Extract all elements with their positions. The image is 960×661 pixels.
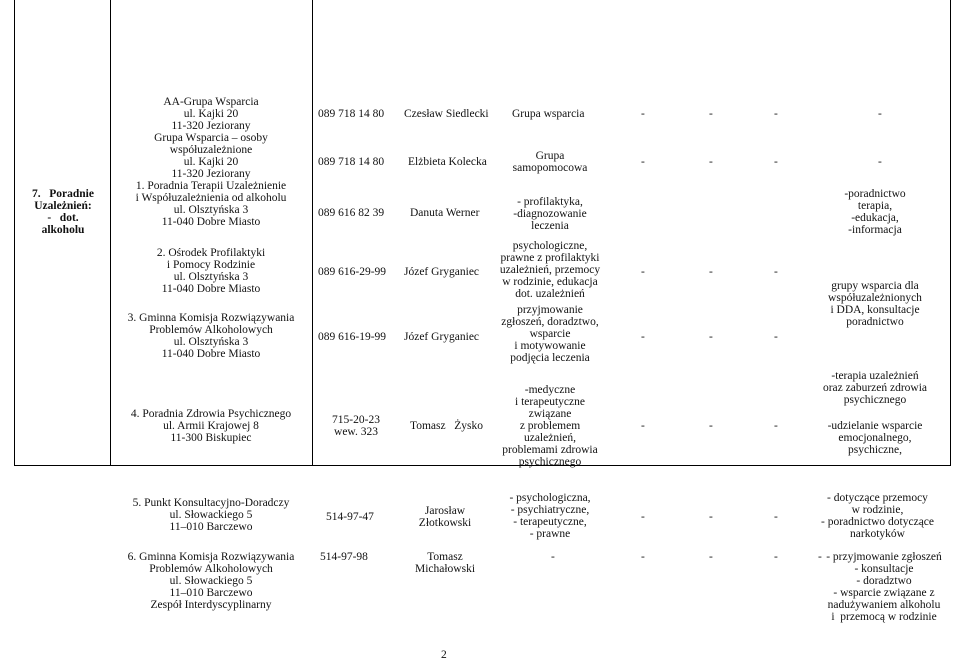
- institution-3: [110, 312, 312, 360]
- support-form-line: uzależnień, przemocy: [499, 264, 601, 276]
- phone-number: 514-97-98: [320, 551, 368, 563]
- institution-line: współuzależnione: [169, 144, 253, 156]
- contact-person: Elżbieta Kolecka: [408, 156, 487, 168]
- dash: -: [641, 156, 645, 168]
- table-bottom-border: [14, 465, 951, 466]
- table-divider-2: [312, 0, 313, 465]
- dash: -: [709, 511, 713, 523]
- contact-person: Józef Gryganiec: [404, 266, 480, 278]
- institution-line: ul. Armii Krajowej 8: [163, 420, 259, 432]
- support-form-line: z problemem: [519, 420, 581, 432]
- row7-label: [16, 188, 110, 236]
- phone-number: 514-97-47: [326, 511, 374, 523]
- row7-label-line: Uzależnień:: [34, 200, 92, 212]
- dash: -: [878, 156, 882, 168]
- dash: -: [709, 420, 713, 432]
- institution-aa-group: [110, 96, 312, 180]
- services-line: nadużywaniem alkoholu: [827, 599, 941, 611]
- phone-number: 089 718 14 80: [318, 108, 385, 120]
- institution-line: ul. Kajki 20: [183, 108, 239, 120]
- services-block-3: [800, 370, 950, 406]
- institution-line: AA-Grupa Wsparcia: [163, 96, 259, 108]
- dash: -: [641, 331, 645, 343]
- support-form-line: i motywowanie: [514, 340, 586, 352]
- support-form-line: leczenia: [531, 220, 569, 232]
- services-line: i przemocą w rodzinie: [831, 611, 937, 623]
- dash: -: [641, 108, 645, 120]
- institution-line: Problemów Alkoholowych: [149, 324, 273, 336]
- support-form-line: uzależnień,: [523, 432, 577, 444]
- dash: -: [709, 108, 713, 120]
- support-form-line: psychicznego: [518, 456, 582, 468]
- dash: -: [709, 266, 713, 278]
- services-line: -udzielanie wsparcie: [827, 420, 923, 432]
- dash: -: [709, 331, 713, 343]
- support-form-line: zgłoszeń, doradztwo,: [501, 316, 599, 328]
- row7-label-line: alkoholu: [41, 224, 85, 236]
- phone-number-line: wew. 323: [334, 426, 378, 438]
- institution-line: 11-320 Jeziorany: [171, 168, 251, 180]
- support-form-line: samopomocowa: [512, 162, 588, 174]
- contact-person-line: Tomasz: [427, 551, 463, 563]
- support-form-line: i terapeutyczne: [515, 396, 585, 408]
- dash: -: [774, 331, 778, 343]
- phone-number: 089 616 82 39: [318, 207, 385, 219]
- contact-person-line: Michałowski: [414, 563, 476, 575]
- institution-2: [110, 247, 312, 295]
- support-form-line: wsparcie: [529, 328, 571, 340]
- institution-line: i Pomocy Rodzinie: [166, 259, 256, 271]
- institution-line: 11–010 Barczewo: [169, 587, 253, 599]
- support-form-line: -medyczne: [524, 384, 576, 396]
- support-form-line: - profilaktyka,: [517, 196, 583, 208]
- services-line: - dotyczące przemocy: [827, 492, 928, 504]
- support-form-line: dot. uzależnień: [515, 288, 585, 300]
- services-line: - konsultacje: [854, 563, 914, 575]
- services-line: w rodzinie,: [851, 504, 904, 516]
- services-block-4: [800, 420, 950, 456]
- dash: -: [551, 551, 555, 563]
- dash: -: [641, 551, 645, 563]
- dash: -: [641, 266, 645, 278]
- services-line: narkotyków: [850, 528, 905, 540]
- support-form-line: - prawne: [529, 528, 571, 540]
- institution-6: [110, 551, 312, 611]
- support-form: [490, 492, 610, 540]
- institution-5: [110, 497, 312, 533]
- institution-4: [110, 408, 312, 444]
- services-line: - wsparcie związane z: [833, 587, 935, 599]
- institution-line: ul. Słowackiego 5: [169, 509, 253, 521]
- table-divider-right: [950, 0, 951, 465]
- dash: -: [709, 156, 713, 168]
- dash: -: [878, 108, 882, 120]
- support-form: Grupa wsparcia: [512, 108, 585, 120]
- contact-person: Tomasz Żysko: [410, 420, 483, 432]
- support-form-line: - psychiatryczne,: [510, 504, 590, 516]
- services-block-5: [805, 492, 950, 540]
- table-border-left: [14, 0, 15, 465]
- support-form: [485, 304, 615, 364]
- services-line: psychicznego: [843, 394, 907, 406]
- support-form-line: - terapeutyczne,: [513, 516, 587, 528]
- services-line: -edukacja,: [851, 212, 899, 224]
- phone-number: 089 718 14 80: [318, 156, 385, 168]
- institution-line: 11-300 Biskupiec: [170, 432, 252, 444]
- dash: -: [774, 551, 778, 563]
- services-block-6: [818, 551, 950, 623]
- institution-line: 11–010 Barczewo: [169, 521, 253, 533]
- services-block-1: [800, 188, 950, 236]
- institution-line: 11-040 Dobre Miasto: [161, 216, 261, 228]
- contact-person: Czesław Siedlecki: [404, 108, 489, 120]
- institution-line: i Współuzależnienia od alkoholu: [135, 192, 287, 204]
- support-form-line: związane: [528, 408, 572, 420]
- institution-line: 3. Gminna Komisja Rozwiązywania: [127, 312, 295, 324]
- services-line: współuzależnionych: [828, 292, 922, 304]
- support-form: [500, 150, 600, 174]
- contact-person-line: Złotkowski: [418, 517, 472, 529]
- table-divider-1: [110, 0, 111, 465]
- services-line: - przyjmowanie zgłoszeń: [826, 551, 942, 563]
- services-line: -terapia uzależnień: [831, 370, 919, 382]
- support-form-line: w rodzinie, edukacja: [502, 276, 598, 288]
- phone-number: 089 616-29-99: [318, 266, 387, 278]
- contact-person: Danuta Werner: [410, 207, 480, 219]
- services-line: poradnictwo: [846, 316, 904, 328]
- contact-person: [400, 551, 490, 575]
- institution-line: 4. Poradnia Zdrowia Psychicznego: [130, 408, 292, 420]
- services-line: - poradnictwo dotyczące: [820, 516, 935, 528]
- institution-line: 11-320 Jeziorany: [171, 120, 251, 132]
- contact-person-line: Jarosław: [424, 505, 466, 517]
- support-form-line: problemami zdrowia: [502, 444, 598, 456]
- support-form: [485, 384, 615, 468]
- support-form-line: Grupa: [535, 150, 565, 162]
- institution-1: [110, 180, 312, 228]
- page-number: 2: [441, 649, 447, 661]
- institution-line: 11-040 Dobre Miasto: [161, 283, 261, 295]
- institution-line: ul. Olsztyńska 3: [173, 204, 249, 216]
- dash: -: [641, 511, 645, 523]
- services-block-2: [800, 280, 950, 328]
- phone-number-line: 715-20-23: [332, 414, 380, 426]
- row7-label-line: 7. Poradnie: [32, 188, 94, 200]
- institution-line: Problemów Alkoholowych: [149, 563, 273, 575]
- services-line: oraz zaburzeń zdrowia: [822, 382, 928, 394]
- institution-line: ul. Słowackiego 5: [169, 575, 253, 587]
- services-line: emocjonalnego,: [838, 432, 912, 444]
- support-form-line: -diagnozowanie: [513, 208, 587, 220]
- phone-number: 089 616-19-99: [318, 331, 387, 343]
- dash: -: [774, 156, 778, 168]
- dash: -: [774, 511, 778, 523]
- support-form-line: psychologiczne,: [512, 240, 588, 252]
- support-form-line: przyjmowanie: [517, 304, 583, 316]
- contact-person: [400, 505, 490, 529]
- contact-person: Józef Gryganiec: [404, 331, 480, 343]
- services-line: terapia,: [857, 200, 893, 212]
- row7-label-line: - dot.: [47, 212, 79, 224]
- institution-line: 11-040 Dobre Miasto: [161, 348, 261, 360]
- support-form-line: - psychologiczna,: [509, 492, 591, 504]
- institution-line: ul. Olsztyńska 3: [173, 336, 249, 348]
- services-line: grupy wsparcia dla: [831, 280, 919, 292]
- dash: -: [774, 420, 778, 432]
- institution-line: 6. Gminna Komisja Rozwiązywania: [127, 551, 295, 563]
- institution-line: Zespół Interdyscyplinarny: [150, 599, 272, 611]
- phone-number: [314, 414, 398, 438]
- institution-line: ul. Kajki 20: [183, 156, 239, 168]
- support-form: [490, 196, 610, 232]
- support-form: [485, 240, 615, 300]
- institution-line: ul. Olsztyńska 3: [173, 271, 249, 283]
- support-form-line: podjęcia leczenia: [510, 352, 590, 364]
- services-line: psychiczne,: [848, 444, 902, 456]
- support-form-line: prawne z profilaktyki: [500, 252, 600, 264]
- institution-line: 5. Punkt Konsultacyjno-Doradczy: [132, 497, 290, 509]
- services-line: - doradztwo: [856, 575, 912, 587]
- services-line: -poradnictwo: [844, 188, 906, 200]
- dash: -: [641, 420, 645, 432]
- dash: -: [774, 266, 778, 278]
- institution-line: 1. Poradnia Terapii Uzależnienie: [135, 180, 287, 192]
- dash: -: [709, 551, 713, 563]
- institution-line: 2. Ośrodek Profilaktyki: [156, 247, 266, 259]
- dash: -: [774, 108, 778, 120]
- institution-line: Grupa Wsparcia – osoby: [154, 132, 268, 144]
- services-line: i DDA, konsultacje: [830, 304, 920, 316]
- services-line: -informacja: [848, 224, 902, 236]
- dash: -: [818, 551, 822, 563]
